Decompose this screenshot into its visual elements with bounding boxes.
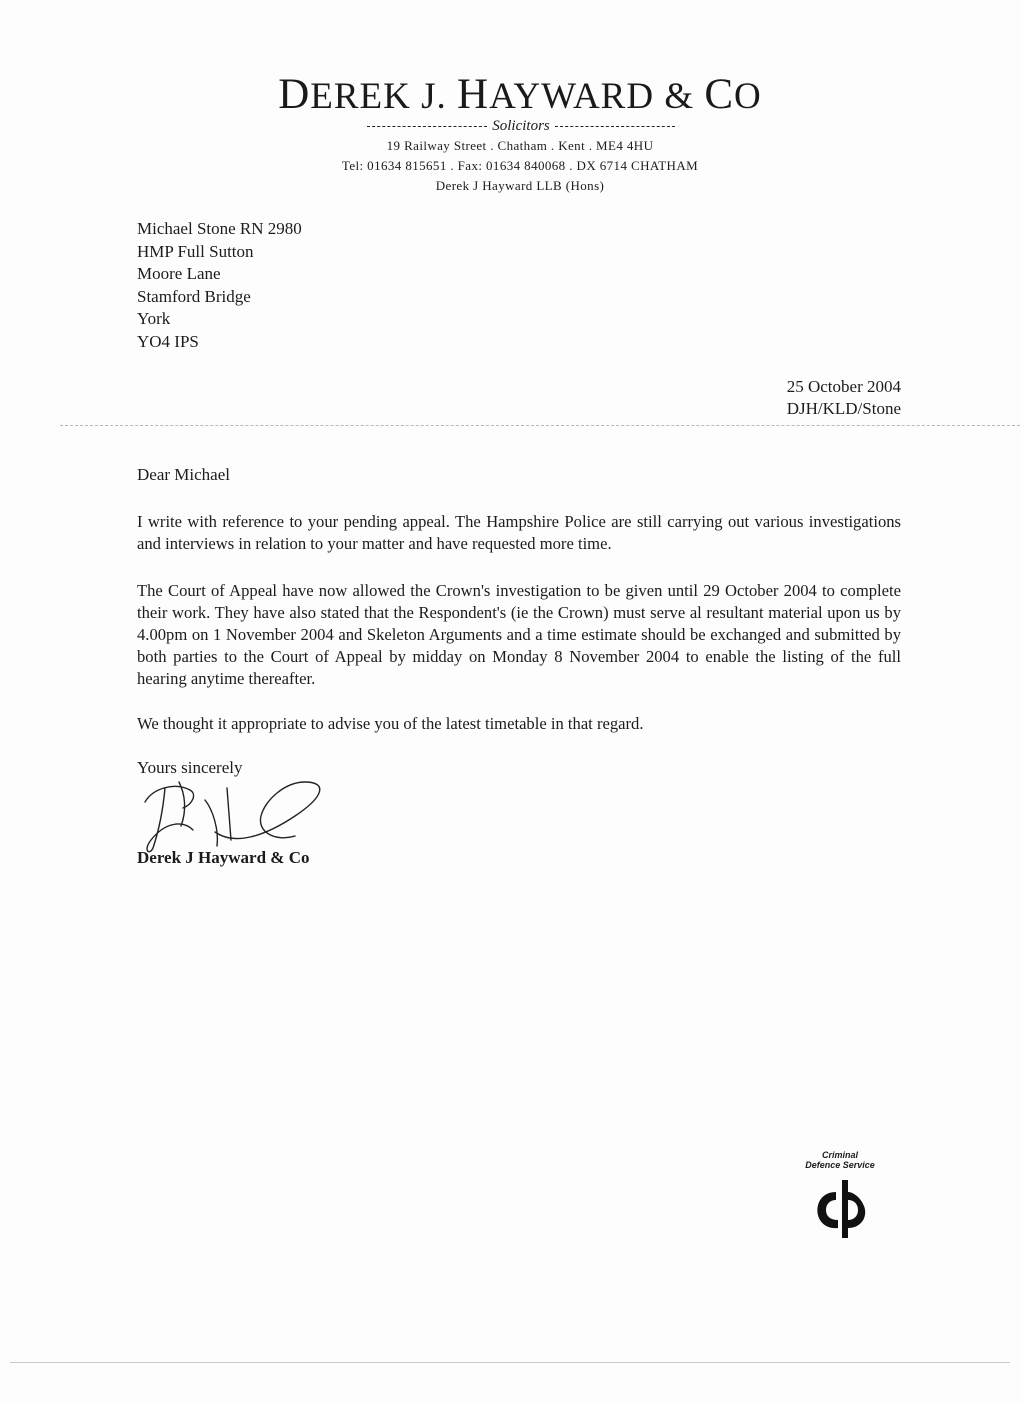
handwritten-signature: [135, 760, 335, 860]
criminal-defence-service-logo: [790, 1150, 890, 1242]
salutation: Dear Michael: [137, 465, 230, 484]
recipient-line: Michael Stone RN 2980: [137, 219, 302, 238]
firm-name-initial: C: [704, 71, 735, 118]
cds-emblem-icon: [810, 1176, 870, 1242]
firm-name-initial: D: [278, 71, 311, 118]
logo-text: Defence Service: [805, 1160, 875, 1170]
logo-text: Criminal: [821, 1150, 858, 1160]
body-paragraph: I write with reference to your pending appeal. The Hampshire Police are still carrying out various investigations and interviews in relation to your matter and have requested more time.: [137, 512, 901, 553]
recipient-line: York: [137, 309, 171, 329]
letter-reference: DJH/KLD/Stone: [786, 399, 901, 418]
closing: Yours sincerely: [137, 758, 243, 777]
scan-artifact-line: [60, 425, 1020, 426]
body-paragraph: We thought it appropriate to advise you of the latest timetable in that regard.: [137, 714, 644, 733]
date-reference-block: [787, 376, 901, 420]
scan-artifact-line: [10, 1362, 1010, 1363]
firm-name-part: EREK J.: [310, 76, 458, 117]
recipient-line: Stamford Bridge: [137, 286, 251, 306]
divider: [367, 126, 487, 127]
recipient-line: YO4 IPS: [137, 331, 199, 351]
firm-name-part: O: [734, 76, 762, 117]
firm-name-part: AYWARD &: [489, 76, 705, 117]
solicitors-label: Solicitors: [492, 118, 550, 134]
divider: [555, 126, 675, 127]
letterhead-principal: Derek J Hayward LLB (Hons): [435, 178, 605, 193]
recipient-line: Moore Lane: [137, 264, 221, 284]
signoff: Derek J Hayward & Co: [137, 848, 310, 867]
letter-date: 25 October 2004: [786, 377, 901, 396]
firm-name: [0, 70, 1021, 119]
recipient-line: HMP Full Sutton: [137, 241, 254, 261]
recipient-address: [137, 218, 302, 354]
letterhead-address: 19 Railway Street . Chatham . Kent . ME4 4HU: [386, 138, 654, 153]
solicitors-tagline: [367, 118, 675, 135]
body-paragraph: The Court of Appeal have now allowed the Crown's investigation to be given until 29 October 2004 to complete their work. They have also stated that the Respondent's (ie the Crown) must serve al resultant material upon us by 4.00pm on 1 November 2004 and Skeleton Arguments and a time estimate should be exchanged and submitted by both parties to the Court of Appeal by midday on Monday 8 November 2004 to enable the listing of the full hearing anytime thereafter.: [137, 581, 901, 688]
letterhead-contact: Tel: 01634 815651 . Fax: 01634 840068 . DX 6714 CHATHAM: [341, 158, 699, 173]
firm-name-initial: H: [457, 71, 490, 118]
